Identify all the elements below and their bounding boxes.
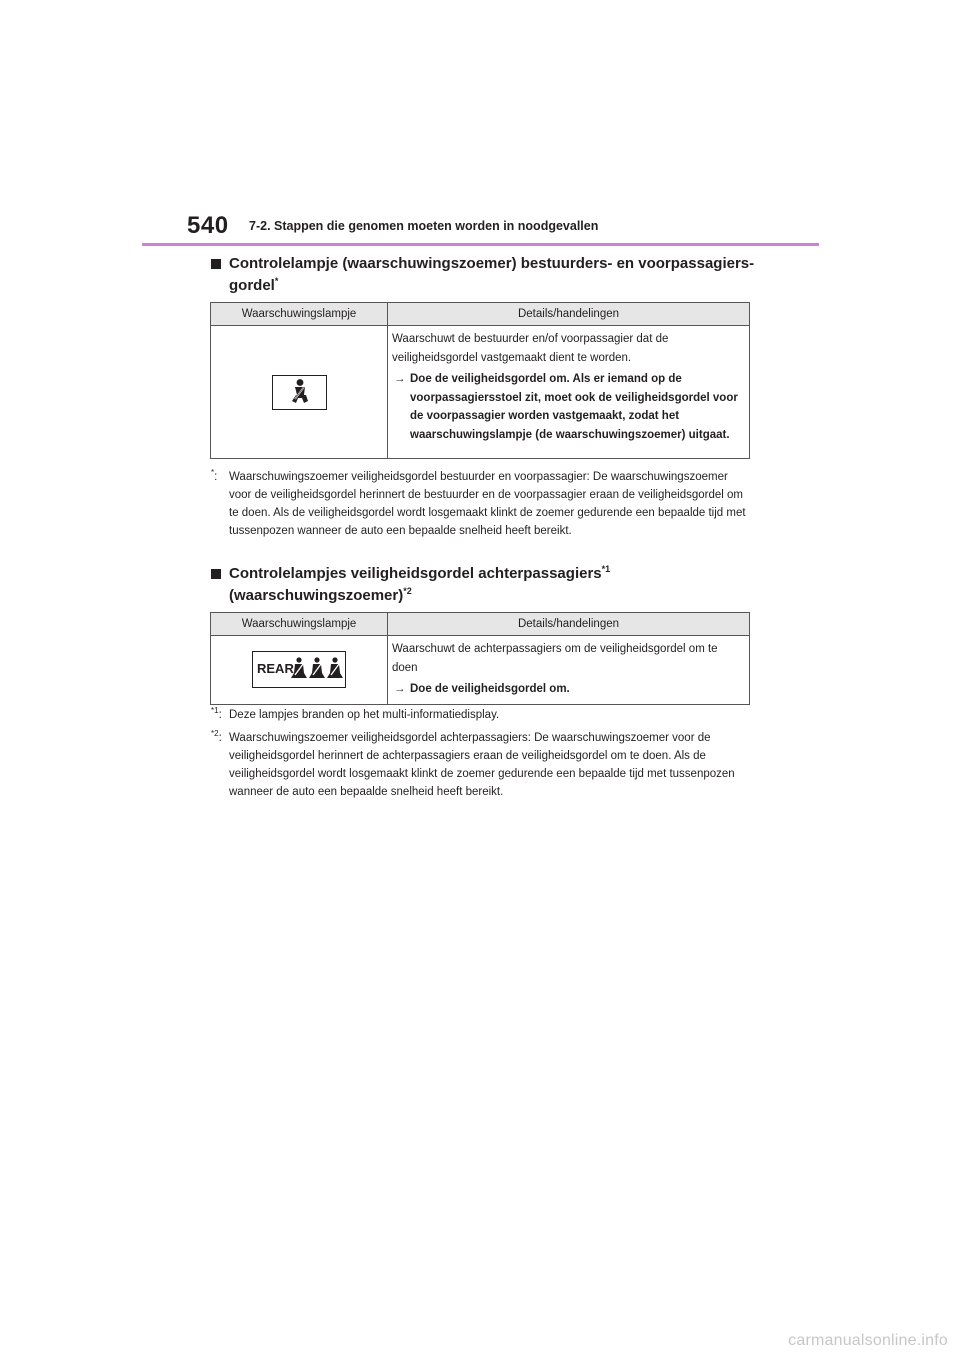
square-bullet-icon [211,259,221,269]
footnote-mark: $^{*1}$: [211,706,222,721]
arrow-right-icon: → [394,683,406,695]
watermark: carmanualsonline.info [788,1332,948,1349]
footnote [211,468,751,540]
table-row [211,326,750,459]
footnote-text: Waarschuwingszoemer veiligheidsgordel bestuurder en voorpassagier: De waarschuwingszoemer voor de veiligheidsgordel herinnert de bestuurder en de voorpassagier eraan de veiligheidsgordel om te doen. Als de veiligheidsgordel wordt losgemaakt klinkt de zoemer gedurende een bepaalde tijd met tussenpozen wanneer de auto een bepaalde snelheid heeft bereikt. [229,471,746,537]
footnote-mark: *: [211,468,218,483]
section1-heading-mark: * [274,276,279,286]
table-row [211,636,750,705]
arrow-right-icon: → [394,373,406,385]
footnote-text: Waarschuwingszoemer veiligheidsgordel achterpassagiers: De waarschuwingszoemer voor de veiligheidsgordel herinnert de achterpassagiers eraan de veiligheidsgordel om te doen. Als de veiligheidsgordel wordt losgemaakt klinkt de zoemer gedurende een bepaalde tijd met tussenpozen wanneer de auto een bepaalde snelheid heeft bereikt. [229,732,735,798]
rear-label: REAR [257,661,294,677]
table-header-lamp: Waarschuwingslampje [211,613,388,636]
action-text: Doe de veiligheidsgordel om. Als er iemand op de voorpassagiersstoel zit, moet ook de veiligheidsgordel voor de voorpassagier worden vastgemaakt, zodat het waarschuwingslampje (de waarschuwingszoemer) uitgaat. [410,373,738,441]
rear-seatbelt-warning-icon [252,651,346,688]
section2-heading-text: Controlelampjes veiligheidsgordel achterpassagiers [229,565,602,582]
page-number: 540 [187,212,229,239]
footnote-2 [211,729,751,801]
footnote-mark: $^{*2}$: [211,729,222,744]
seatbelt-warning-icon [272,375,327,410]
footnote-text: Deze lampjes branden op het multi-informatiedisplay. [229,709,500,721]
action-text: Doe de veiligheidsgordel om. [410,683,570,695]
action-instruction [392,370,745,444]
section2-heading-text2: (waarschuwingszoemer) [229,587,404,604]
lamp-cell [211,636,388,705]
square-bullet-icon [211,569,221,579]
section2-heading [211,563,771,607]
action-instruction [392,680,745,699]
section2-heading-mark2: *2 [403,586,412,596]
section2-heading-mark1: *1 [601,564,611,574]
footnote-1 [211,706,751,724]
table-header-lamp: Waarschuwingslampje [211,303,388,326]
section2-table [210,612,750,705]
section1-heading [211,253,771,297]
lamp-description: Waarschuwt de achterpassagiers om de veiligheidsgordel om te doen [392,643,718,674]
details-cell [388,636,750,705]
table-header-details: Details/handelingen [388,303,750,326]
section1-heading-text: Controlelampje (waarschuwingszoemer) bestuurders- en voorpassagiers-gordel [229,255,755,294]
section-title: 7-2. Stappen die genomen moeten worden in noodgevallen [249,219,599,233]
table-header-details: Details/handelingen [388,613,750,636]
header-rule [142,243,819,246]
details-cell [388,326,750,459]
lamp-description: Waarschuwt de bestuurder en/of voorpassagier dat de veiligheidsgordel vastgemaakt dient te worden. [392,333,669,364]
section1-table [210,302,750,459]
lamp-cell [211,326,388,459]
